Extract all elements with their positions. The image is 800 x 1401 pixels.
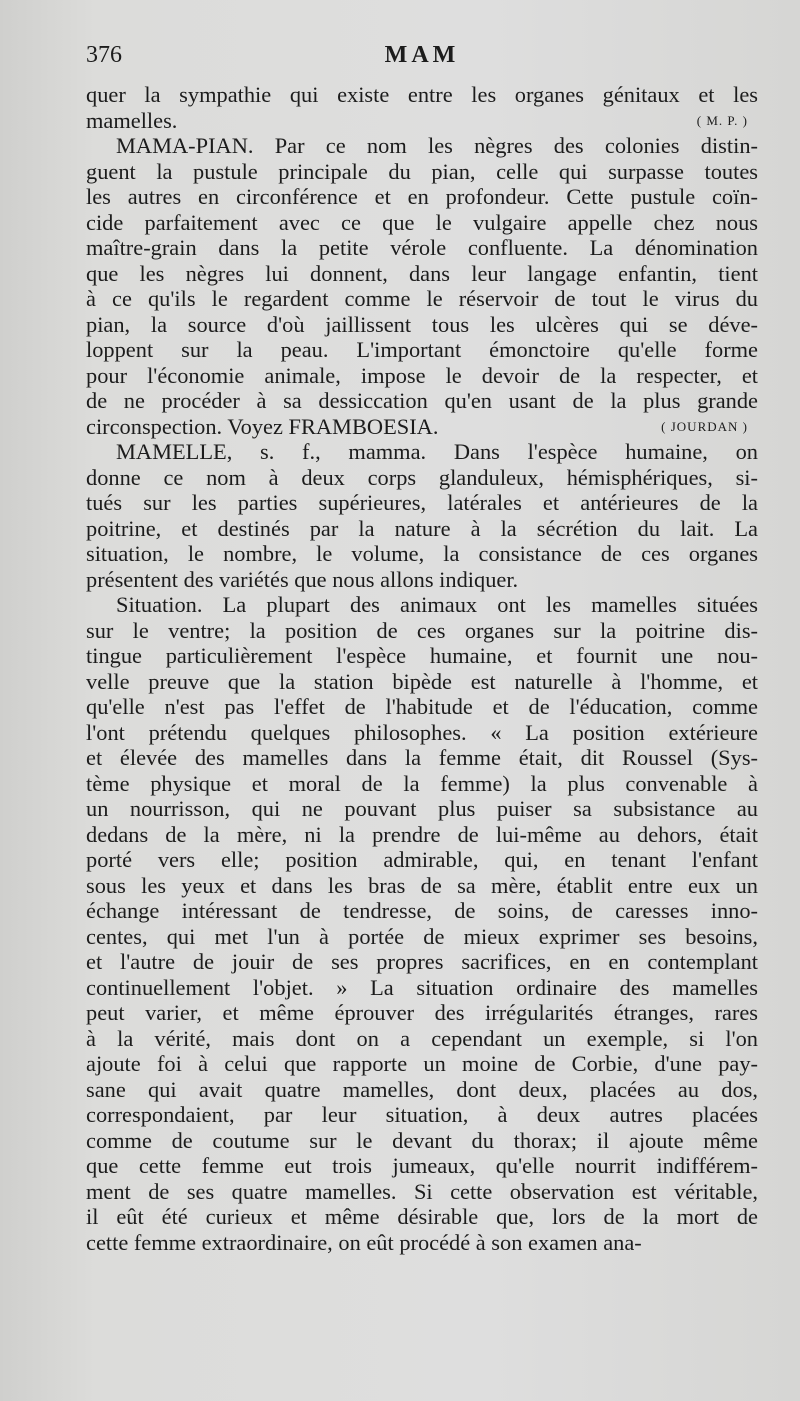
text-line: présentent des variétés que nous allons indiquer.	[86, 566, 519, 592]
text-line: qu'elle n'est pas l'effet de l'habitude et de l'éducation, comme	[86, 694, 758, 719]
page-header	[86, 42, 758, 82]
text-line: de ne procéder à sa dessiccation qu'en usant de la plus grande	[86, 388, 758, 413]
text-line: velle preuve que la station bipède est naturelle à l'homme, et	[86, 668, 758, 694]
text-line: l'ont prétendu quelques philosophes. « La position extérieure	[86, 719, 758, 745]
text-line: comme de coutume sur le devant du thorax; il ajoute même	[86, 1127, 758, 1153]
author-signature: ( JOURDAN )	[661, 418, 748, 434]
text-line: sous les yeux et dans les bras de sa mère, établit entre eux un	[86, 872, 758, 898]
text-line: circonspection. Voyez FRAMBOESIA. ( JOURDAN )	[86, 413, 748, 439]
text-line: dedans de la mère, ni la prendre de lui-même au dehors, était	[86, 821, 758, 847]
author-signature: ( M. P. )	[696, 112, 748, 128]
text-line: et élevée des mamelles dans la femme était, dit Roussel (Sys-	[86, 745, 758, 770]
text-line: tués sur les parties supérieures, latérales et antérieures de la	[86, 490, 758, 515]
text-line: correspondaient, par leur situation, à deux autres placées	[86, 1102, 758, 1127]
text-line: situation, le nombre, le volume, la consistance de ces organes	[86, 541, 758, 566]
text-line: donne ce nom à deux corps glanduleux, hémisphériques, si-	[86, 464, 758, 490]
text-line: porté vers elle; position admirable, qui, en tenant l'enfant	[86, 847, 758, 872]
text-line: sane qui avait quatre mamelles, dont deux, placées au dos,	[86, 1076, 758, 1102]
text-line: guent la pustule principale du pian, celle qui surpasse toutes	[86, 158, 758, 184]
text-line: tème physique et moral de la femme) la plus convenable à	[86, 770, 758, 796]
text-line: maître-grain dans la petite vérole confluente. La dénomination	[86, 235, 758, 260]
text-line: sur le ventre; la position de ces organes sur la poitrine dis-	[86, 617, 758, 643]
text-line: MAMA-PIAN. Par ce nom les nègres des colonies distin-	[116, 133, 758, 158]
text-line: que cette femme eut trois jumeaux, qu'elle nourrit indifférem-	[86, 1153, 758, 1178]
text-line: un nourrisson, qui ne pouvant plus puiser sa subsistance au	[86, 796, 758, 821]
text-line: quer la sympathie qui existe entre les organes génitaux et les	[86, 82, 758, 107]
text-line: loppent sur la peau. L'important émonctoire qu'elle forme	[86, 337, 758, 362]
text-line: ment de ses quatre mamelles. Si cette observation est véritable,	[86, 1178, 758, 1204]
text-line: à ce qu'ils le regardent comme le réservoir de tout le virus du	[86, 286, 758, 311]
text-line: à la vérité, mais dont on a cependant un exemple, si l'on	[86, 1025, 758, 1051]
body-text	[86, 82, 758, 1255]
text-line: Situation. La plupart des animaux ont les mamelles situées	[116, 592, 758, 617]
page-number: 376	[86, 42, 122, 68]
text-line: échange intéressant de tendresse, de soins, de caresses inno-	[86, 898, 758, 923]
text-line: les autres en circonférence et en profondeur. Cette pustule coïn-	[86, 184, 758, 209]
text-line: que les nègres lui donnent, dans leur langage enfantin, tient	[86, 260, 758, 286]
running-head: MAM	[384, 42, 460, 68]
text-line: mamelles. ( M. P. )	[86, 107, 748, 133]
text-line: poitrine, et destinés par la nature à la sécrétion du lait. La	[86, 515, 758, 541]
text-line: pian, la source d'où jaillissent tous les ulcères qui se déve-	[86, 311, 758, 337]
text-line: peut varier, et même éprouver des irrégularités étranges, rares	[86, 1000, 758, 1025]
text-line: pour l'économie animale, impose le devoir de la respecter, et	[86, 362, 758, 388]
text-line: ajoute foi à celui que rapporte un moine de Corbie, d'une pay-	[86, 1051, 758, 1076]
text-line: et l'autre de jouir de ses propres sacrifices, en en contemplant	[86, 949, 758, 974]
text-line: continuellement l'objet. » La situation ordinaire des mamelles	[86, 974, 758, 1000]
text-line: il eût été curieux et même désirable que, lors de la mort de	[86, 1204, 758, 1229]
text-line: centes, qui met l'un à portée de mieux exprimer ses besoins,	[86, 923, 758, 949]
text-line: MAMELLE, s. f., mamma. Dans l'espèce humaine, on	[116, 439, 758, 464]
text-line: cide parfaitement avec ce que le vulgaire appelle chez nous	[86, 209, 758, 235]
text-line: cette femme extraordinaire, on eût procédé à son examen ana-	[86, 1229, 642, 1255]
text-line: tingue particulièrement l'espèce humaine, et fournit une nou-	[86, 643, 758, 668]
